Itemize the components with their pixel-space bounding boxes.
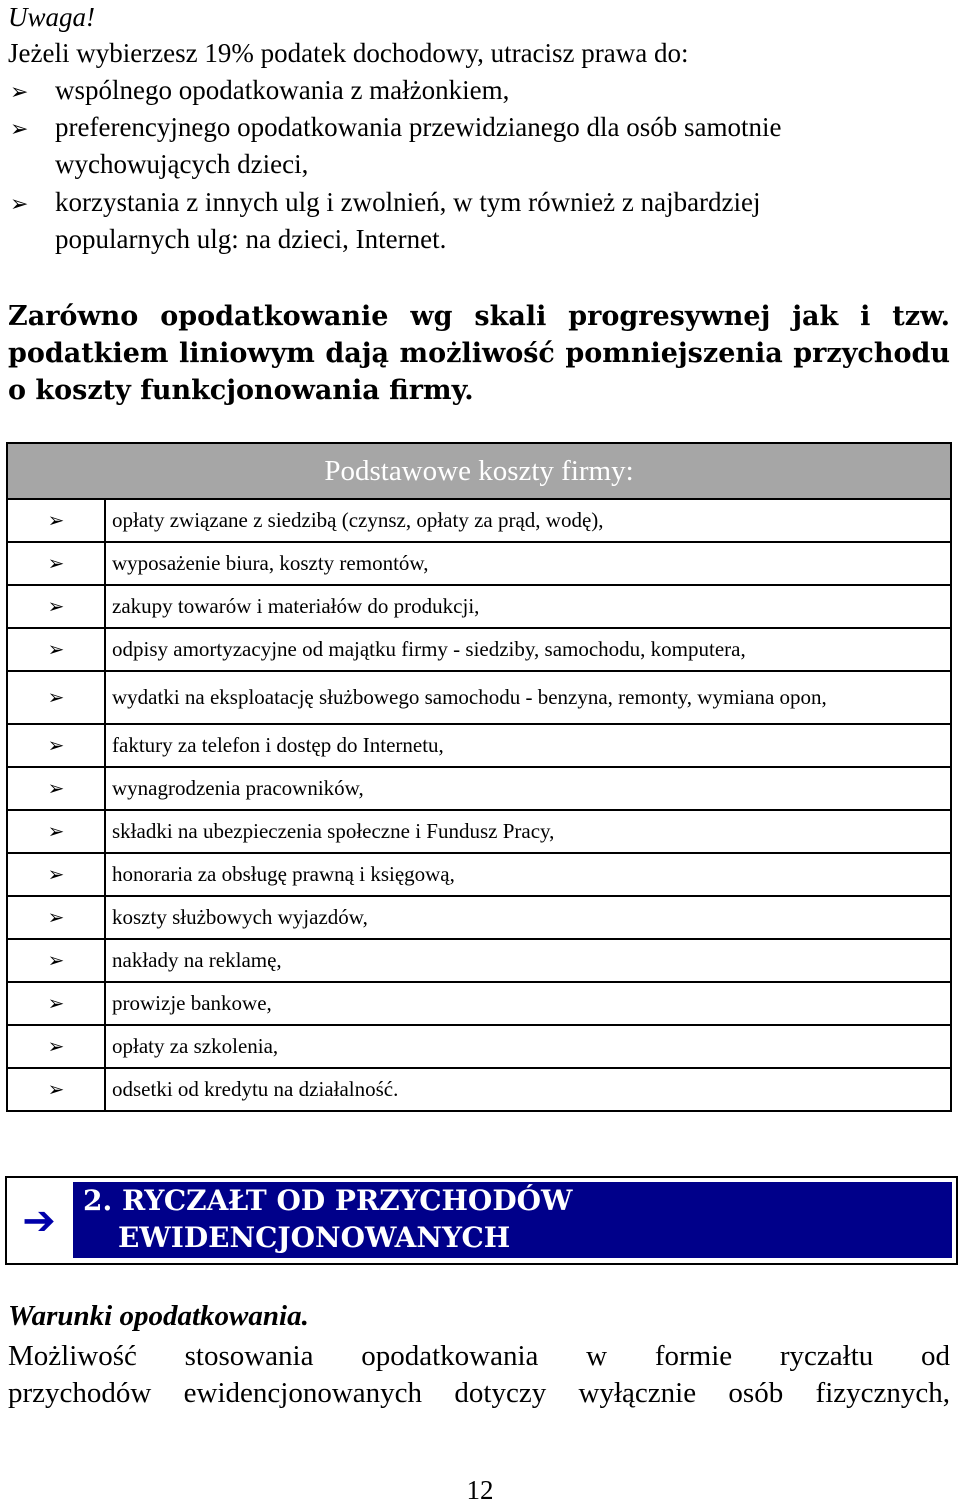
arrowhead-icon: ➢: [47, 735, 65, 757]
bullet-item-2-cont: wychowujących dzieci,: [55, 149, 309, 179]
arrowhead-icon: ➢: [10, 79, 29, 104]
bullet-item-1: ➢ wspólnego opodatkowania z małżonkiem,: [10, 75, 510, 105]
arrowhead-icon: ➢: [47, 950, 65, 972]
arrowhead-icon: ➢: [10, 191, 29, 216]
page-number: 12: [466, 1475, 494, 1505]
arrowhead-icon: ➢: [47, 596, 65, 618]
bold-para-line-1: Zarówno opodatkowanie wg skali progresywnej jak i tzw.: [8, 301, 950, 332]
table-row: ➢ nakłady na reklamę,: [7, 939, 951, 982]
arrowhead-icon: ➢: [47, 864, 65, 886]
table-row: ➢ odsetki od kredytu na działalność.: [7, 1068, 951, 1111]
conditions-line-1: Możliwość stosowania opodatkowania w formie ryczałtu od: [8, 1340, 950, 1372]
arrowhead-icon: ➢: [47, 778, 65, 800]
table-row: ➢ zakupy towarów i materiałów do produkcji,: [7, 585, 951, 628]
table-row: ➢ składki na ubezpieczenia społeczne i Fundusz Pracy,: [7, 810, 951, 853]
arrowhead-icon: ➢: [47, 510, 65, 532]
table-row: ➢ wydatki na eksploatację służbowego samochodu - benzyna, remonty, wymiana opon,: [7, 671, 951, 724]
arrowhead-icon: ➢: [47, 1036, 65, 1058]
table-row: ➢ wyposażenie biura, koszty remontów,: [7, 542, 951, 585]
warning-title: Uwaga!: [8, 2, 95, 32]
arrowhead-icon: ➢: [47, 821, 65, 843]
section-title: 2. RYCZAŁT OD PRZYCHODÓW EWIDENCJONOWANYCH: [73, 1182, 952, 1258]
costs-table: [6, 442, 952, 1112]
bullet-item-2: ➢ preferencyjnego opodatkowania przewidzianego dla osób samotnie: [10, 112, 782, 142]
arrowhead-icon: ➢: [10, 116, 29, 141]
conditions-line-2: przychodów ewidencjonowanych dotyczy wyłącznie osób fizycznych,: [8, 1377, 950, 1409]
table-row: ➢ opłaty za szkolenia,: [7, 1025, 951, 1068]
arrowhead-icon: ➢: [47, 1079, 65, 1101]
table-row: ➢ odpisy amortyzacyjne od majątku firmy - siedziby, samochodu, komputera,: [7, 628, 951, 671]
right-arrow-icon: ➔: [22, 1198, 56, 1243]
arrowhead-icon: ➢: [47, 907, 65, 929]
arrowhead-icon: ➢: [47, 993, 65, 1015]
bullet-item-3-cont: popularnych ulg: na dzieci, Internet.: [55, 224, 447, 254]
warning-intro: Jeżeli wybierzesz 19% podatek dochodowy, utracisz prawa do:: [8, 38, 689, 68]
arrowhead-icon: ➢: [47, 553, 65, 575]
table-row: ➢ honoraria za obsługę prawną i księgową,: [7, 853, 951, 896]
table-row: ➢ wynagrodzenia pracowników,: [7, 767, 951, 810]
conditions-title: Warunki opodatkowania.: [8, 1300, 309, 1332]
table-row: ➢ prowizje bankowe,: [7, 982, 951, 1025]
bullet-item-3: ➢ korzystania z innych ulg i zwolnień, w tym również z najbardziej: [10, 187, 761, 217]
table-row: ➢ opłaty związane z siedzibą (czynsz, opłaty za prąd, wodę),: [7, 499, 951, 542]
costs-table-header: Podstawowe koszty firmy:: [7, 443, 951, 499]
bold-para-line-2: podatkiem liniowym dają możliwość pomniejszenia przychodu: [8, 338, 950, 369]
bold-para-line-3: o koszty funkcjonowania firmy.: [8, 375, 474, 406]
arrowhead-icon: ➢: [47, 687, 65, 709]
table-row: ➢ faktury za telefon i dostęp do Internetu,: [7, 724, 951, 767]
table-row: ➢ koszty służbowych wyjazdów,: [7, 896, 951, 939]
arrowhead-icon: ➢: [47, 639, 65, 661]
